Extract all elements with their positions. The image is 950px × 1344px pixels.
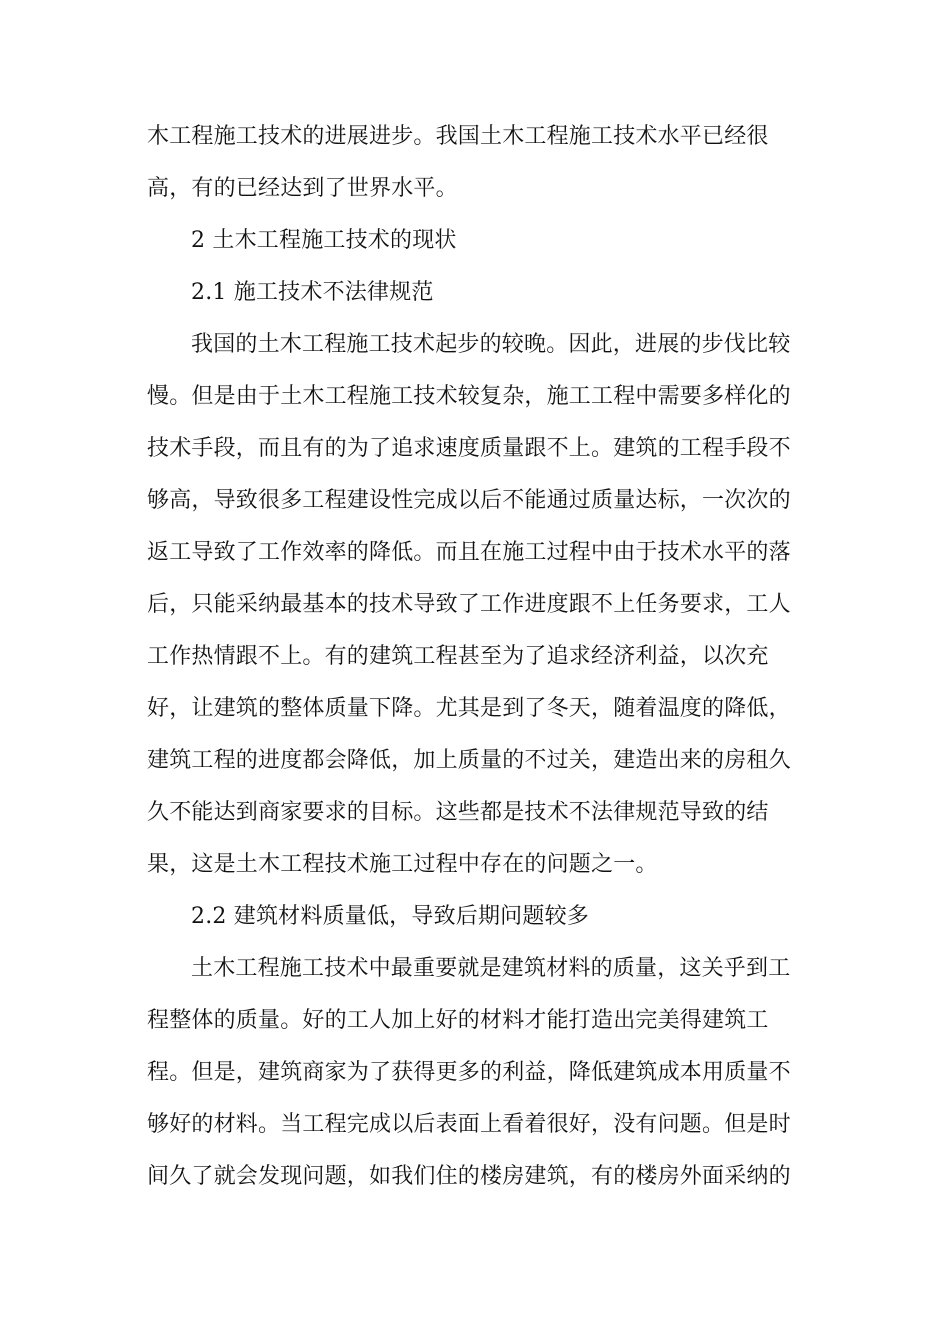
text-line: 够高，导致很多工程建设性完成以后不能通过质量达标，一次次的 bbox=[147, 488, 791, 513]
text-line: 久不能达到商家要求的目标。这些都是技术不法律规范导致的结 bbox=[147, 800, 769, 825]
text-line: 好，让建筑的整体质量下降。尤其是到了冬天，随着温度的降低， bbox=[147, 696, 791, 721]
text-line: 土木工程施工技术中最重要就是建筑材料的质量，这关乎到工 bbox=[191, 956, 791, 981]
text-line: 慢。但是由于土木工程施工技术较复杂，施工工程中需要多样化的 bbox=[147, 384, 791, 409]
text-line: 后，只能采纳最基本的技术导致了工作进度跟不上任务要求，工人 bbox=[147, 592, 791, 617]
text-line: 间久了就会发现问题，如我们住的楼房建筑，有的楼房外面采纳的 bbox=[147, 1164, 791, 1189]
text-line: 返工导致了工作效率的降低。而且在施工过程中由于技术水平的落 bbox=[147, 540, 791, 565]
text-line: 高，有的已经达到了世界水平。 bbox=[147, 176, 458, 201]
text-line: 工作热情跟不上。有的建筑工程甚至为了追求经济利益，以次充 bbox=[147, 644, 769, 669]
text-line: 技术手段，而且有的为了追求速度质量跟不上。建筑的工程手段不 bbox=[147, 436, 791, 461]
text-line: 程。但是，建筑商家为了获得更多的利益，降低建筑成本用质量不 bbox=[147, 1060, 791, 1085]
text-line: 我国的土木工程施工技术起步的较晚。因此，进展的步伐比较 bbox=[191, 332, 791, 357]
text-line: 果，这是土木工程技术施工过程中存在的问题之一。 bbox=[147, 852, 658, 877]
section-heading: 2 土木工程施工技术的现状 bbox=[191, 228, 457, 253]
text-line: 程整体的质量。好的工人加上好的材料才能打造出完美得建筑工 bbox=[147, 1008, 769, 1033]
text-line: 建筑工程的进度都会降低，加上质量的不过关，建造出来的房租久 bbox=[147, 748, 791, 773]
subsection-heading: 2.1 施工技术不法律规范 bbox=[191, 280, 434, 305]
subsection-heading: 2.2 建筑材料质量低，导致后期问题较多 bbox=[191, 904, 589, 929]
text-line: 木工程施工技术的进展进步。我国土木工程施工技术水平已经很 bbox=[147, 124, 769, 149]
text-line: 够好的材料。当工程完成以后表面上看着很好，没有问题。但是时 bbox=[147, 1112, 791, 1137]
